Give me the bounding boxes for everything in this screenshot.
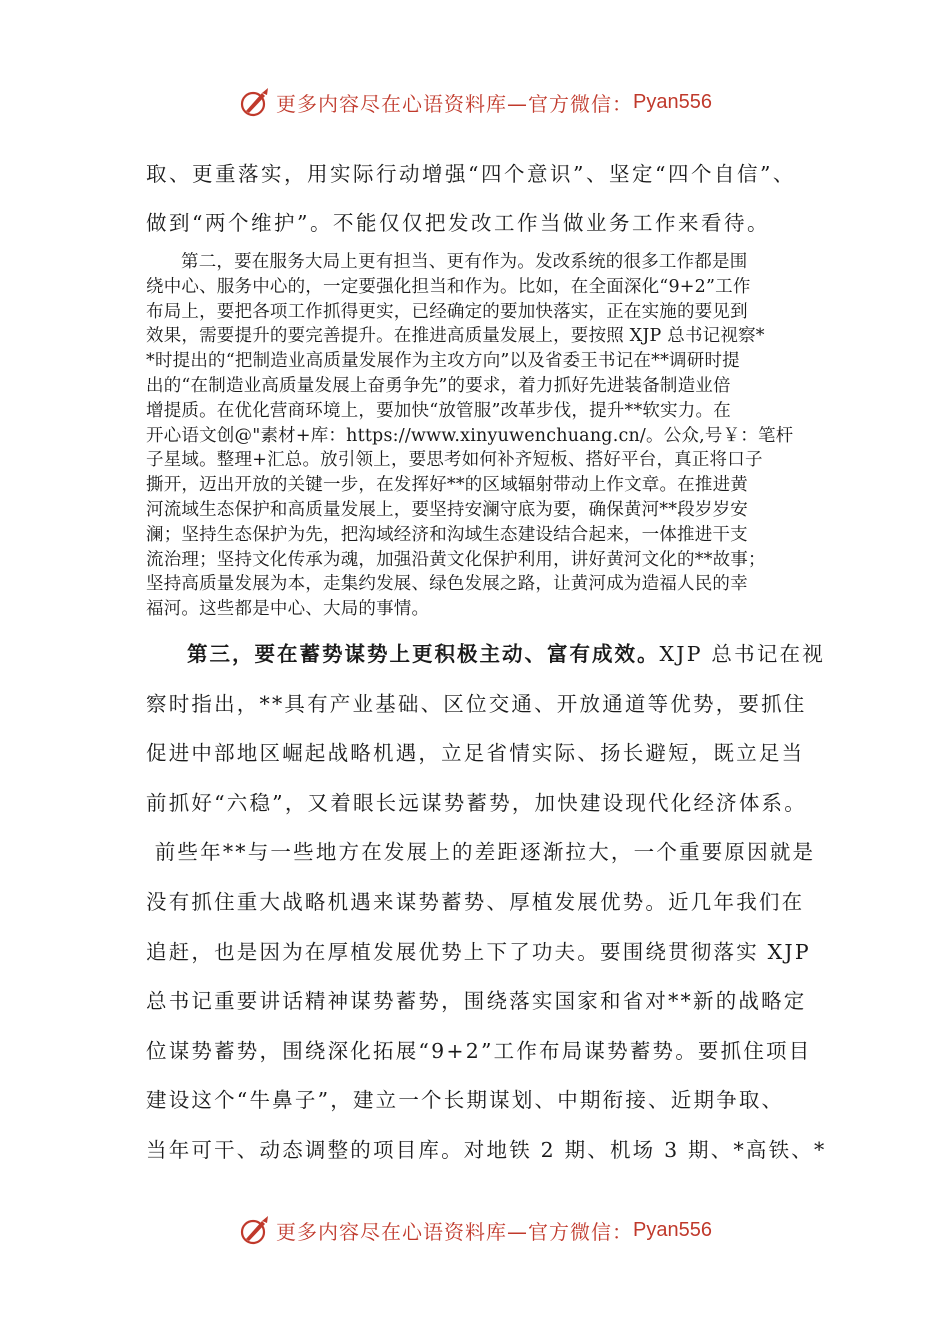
text-line: 开心语文创@"素材+库：https://www.xinyuwenchuang.cn/。公众,号￥：笔杆 [146, 425, 794, 446]
paragraph-1 [146, 150, 816, 248]
text-line: 总书记重要讲话精神谋势蓄势，围绕落实国家和省对**新的战略定 [146, 989, 807, 1014]
paragraph-2 [146, 250, 816, 622]
text-line: 流治理；坚持文化传承为魂，加强沿黄文化保护利用，讲好黄河文化的**故事； [146, 549, 766, 570]
text-line: 位谋势蓄势，围绕深化拓展“9+2”工作布局谋势蓄势。要抓住项目 [146, 1038, 812, 1063]
text-line: 布局上，要把各项工作抓得更实，已经确定的要加快落实，正在实施的要见到 [146, 301, 748, 322]
quill-logo-icon [238, 1213, 272, 1247]
text-line: 出的“在制造业高质量发展上奋勇争先”的要求，着力抓好先进装备制造业倍 [146, 375, 731, 396]
paragraph-3-heading: 第三，要在蓄势谋势上更积极主动、富有成效。 [187, 641, 660, 666]
text-line: 第二，要在服务大局上更有担当、更有作为。发改系统的很多工作都是围 [181, 252, 748, 272]
text-line: 前抓好“六稳”，又着眼长远谋势蓄势，加快建设现代化经济体系。 [146, 790, 807, 815]
footer-banner-text: 更多内容尽在心语资料库—官方微信： [276, 1219, 634, 1244]
text-line: 没有抓住重大战略机遇来谋势蓄势、厚植发展优势。近几年我们在 [146, 889, 805, 914]
text-line: 察时指出，**具有产业基础、区位交通、开放通道等优势，要抓住 [146, 691, 807, 716]
text-line: 增提质。在优化营商环境上，要加快“放管服”改革步伐，提升**软实力。在 [146, 400, 731, 421]
text-line: 做到“两个维护”。不能仅仅把发改工作当做业务工作来看待。 [146, 211, 770, 235]
text-line: 效果，需要提升的要完善提升。在推进高质量发展上，要按照 XJP 总书记视察* [146, 326, 765, 347]
text-line: 绕中心、服务中心的，一定要强化担当和作为。比如，在全面深化“9+2”工作 [146, 276, 751, 297]
text-line [146, 630, 825, 680]
text-line: 澜；坚持生态保护为先，把沟域经济和沟域生态建设结合起来，一体推进干支 [146, 524, 748, 545]
text-line: 取、更重落实，用实际行动增强“四个意识”、坚定“四个自信”、 [146, 162, 796, 186]
text-line: 坚持高质量发展为本，走集约发展、绿色发展之路，让黄河成为造福人民的幸 [146, 574, 748, 595]
header-banner-text: 更多内容尽在心语资料库—官方微信： [276, 91, 634, 116]
text-line: 追赶，也是因为在厚植发展优势上下了功夫。要围绕贯彻落实 XJP [146, 939, 811, 964]
header-wechat-id: Pyan556 [633, 90, 712, 113]
footer-banner [0, 1210, 950, 1250]
footer-wechat-id: Pyan556 [633, 1218, 712, 1241]
text-line: 福河。这些都是中心、大局的事情。 [146, 599, 430, 620]
paragraph-3 [146, 630, 827, 1176]
text-line: 促进中部地区崛起战略机遇，立足省情实际、扬长避短，既立足当 [146, 741, 805, 766]
text-line: 前些年**与一些地方在发展上的差距逐渐拉大，一个重要原因就是 [146, 840, 816, 865]
header-banner [0, 82, 950, 122]
document-body [146, 150, 827, 1175]
text-line: 河流域生态保护和高质量发展上，要坚持安澜守底为要，确保黄河**段岁岁安 [146, 499, 748, 520]
text-line: 子星域。整理+汇总。放引领上，要思考如何补齐短板、搭好平台，真正将口子 [146, 450, 763, 471]
quill-logo-icon [238, 85, 272, 119]
text-line: *时提出的“把制造业高质量发展作为主攻方向”以及省委王书记在**调研时提 [146, 351, 740, 372]
text-line: 撕开，迈出开放的关键一步，在发挥好**的区域辐射带动上作文章。在推进黄 [146, 475, 748, 496]
text-line: 建设这个“牛鼻子”，建立一个长期谋划、中期衔接、近期争取、 [146, 1088, 785, 1113]
paragraph-3-first-rest: XJP 总书记在视 [659, 641, 825, 666]
text-line: 当年可干、动态调整的项目库。对地铁 2 期、机场 3 期、*高铁、* [146, 1137, 827, 1162]
